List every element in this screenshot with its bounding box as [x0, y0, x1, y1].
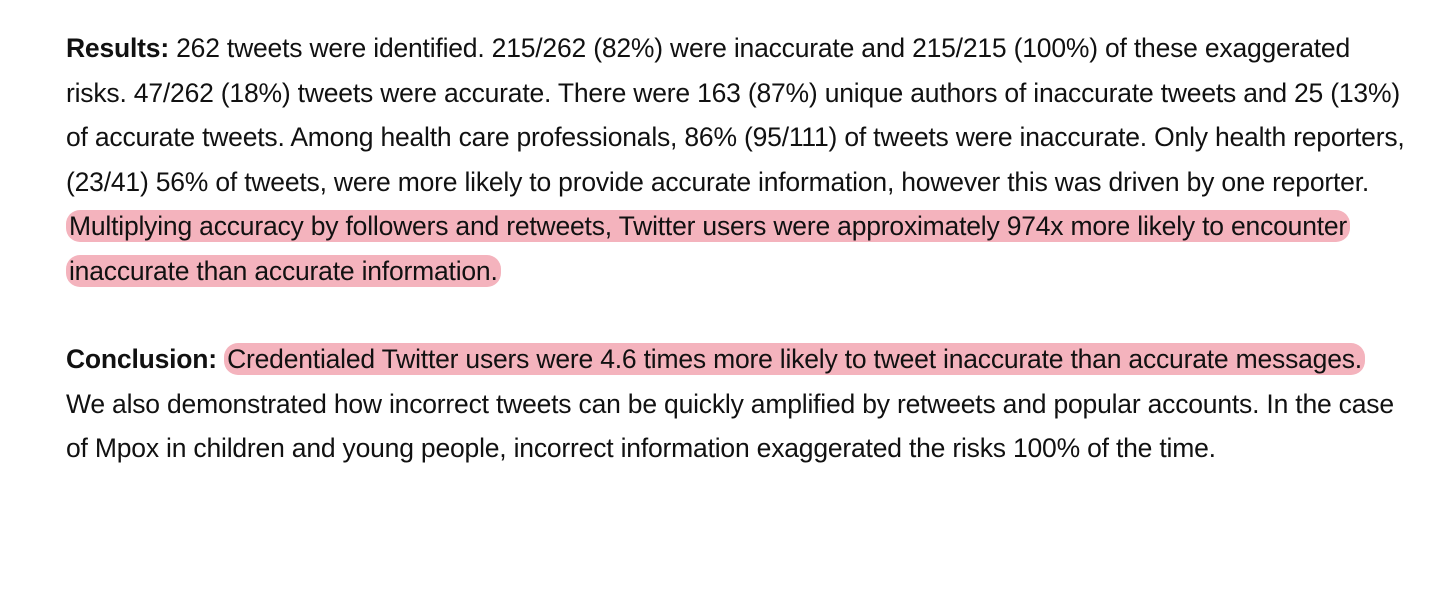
results-label: Results: [66, 33, 169, 63]
conclusion-text: We also demonstrated how incorrect tweets can be quickly amplified by retweets and popular accounts. In the case of Mpox in children and young people, incorrect information exaggerated the risks 100% of the time. [66, 388, 1394, 463]
results-highlight: Multiplying accuracy by followers and retweets, Twitter users were approximately 974x more likely to encounter inaccurate than accurate information. [66, 210, 1350, 287]
paragraph-spacer [66, 293, 1406, 337]
conclusion-highlight: Credentialed Twitter users were 4.6 times more likely to tweet inaccurate than accurate messages. [224, 343, 1365, 375]
results-paragraph [66, 26, 1406, 293]
abstract-excerpt [66, 26, 1406, 471]
conclusion-paragraph [66, 337, 1406, 471]
conclusion-label: Conclusion: [66, 344, 217, 374]
results-text: 262 tweets were identified. 215/262 (82%) were inaccurate and 215/215 (100%) of these exaggerated risks. 47/262 (18%) tweets were accurate. There were 163 (87%) unique authors of inaccurate tweets and 25 (13%) of accurate tweets. Among health care professionals, 86% (95/111) of tweets were inaccurate. Only health reporters, (23/41) 56% of tweets, were more likely to provide accurate information, however this was driven by one reporter. [66, 33, 1405, 197]
